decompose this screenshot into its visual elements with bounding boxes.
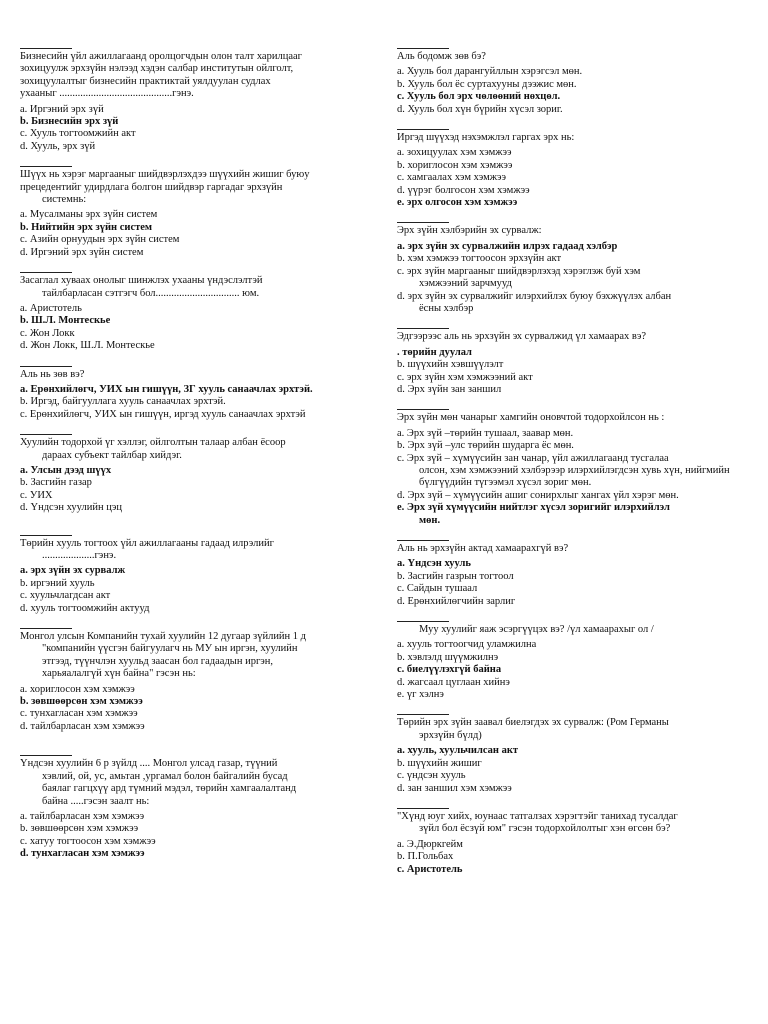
question-line: Үндсэн хуулийн 6 р зүйлд .... Монгол улсад газар, түүний xyxy=(20,758,278,770)
question-line: баялаг гагцхүү ард түмний мэдэл, төрийн хамгаалалтанд xyxy=(42,783,297,795)
question-block xyxy=(397,808,749,876)
answer-option xyxy=(20,811,370,823)
answer-option xyxy=(397,583,749,595)
option-text: c. УИХ xyxy=(20,489,53,501)
answer-option-correct xyxy=(397,347,749,359)
question-block xyxy=(397,621,749,701)
answer-option-correct xyxy=(397,745,749,757)
answer-option-correct xyxy=(397,502,749,527)
option-text: b. Хууль бол ёс суртахууны дээжис мөн. xyxy=(397,78,577,90)
question-line: тайлбарласан сэтгэгч бол................................ юм. xyxy=(42,287,260,299)
answer-option xyxy=(20,396,370,408)
option-text: d. тайлбарласан хэм хэмжээ xyxy=(20,720,145,732)
option-text: a. Ерөнхийлөгч, УИХ ын гишүүн, ЗГ хууль санаачлах эрхтэй. xyxy=(20,383,313,395)
question-text xyxy=(20,369,370,381)
option-text: a. Мусалманы эрх зүйн систем xyxy=(20,209,158,221)
question-line: зохицуулалтыг бизнесийн практиктай уялдуулан судлах xyxy=(20,75,271,87)
question-block xyxy=(20,366,370,422)
question-line: "Хүнд юуг хийх, юунаас татгалзах хэрэгтэйг танихад тусалдаг xyxy=(397,810,678,822)
answer-option xyxy=(397,490,749,502)
option-text: d. Эрх зүй – хүмүүсийн ашиг сонирхлыг хангах үйл хэрэг мөн. xyxy=(397,489,679,501)
option-text: a. зохицуулах хэм хэмжээ xyxy=(397,147,512,159)
answer-blank-line xyxy=(397,48,449,49)
question-line: харьяалалгүй хүн байна" гэсэн нь: xyxy=(42,668,196,680)
question-line: Эдгээрээс аль нь эрхзүйн эх сурвалжид үл хамаарах вэ? xyxy=(397,331,647,343)
answer-option xyxy=(20,141,370,153)
option-text: c. Аристотель xyxy=(397,863,463,875)
question-block xyxy=(20,166,370,259)
option-text: c. хамгаалах хэм хэмжээ xyxy=(397,172,507,184)
answer-option xyxy=(397,571,749,583)
answer-option xyxy=(397,596,749,608)
option-text: c. Эрх зүй – хүмүүсийн зан чанар, үйл ажиллагаанд тусгалаа xyxy=(397,452,669,464)
option-text: b. зөвшөөрсөн хэм хэмжээ xyxy=(20,823,139,835)
answer-blank-line xyxy=(397,714,449,715)
option-text: c. тунхагласан хэм хэмжээ xyxy=(20,708,138,720)
option-text: d. Үндсэн хуулийн цэц xyxy=(20,502,122,514)
question-block xyxy=(20,755,370,860)
answer-option xyxy=(397,639,749,651)
answer-option xyxy=(20,823,370,835)
option-text: d. Жон Локк, Ш.Л. Монтескье xyxy=(20,340,155,352)
question-text xyxy=(397,225,749,237)
answer-blank-line xyxy=(397,540,449,541)
option-text: a. хориглосон хэм хэмжээ xyxy=(20,683,135,695)
answer-option xyxy=(20,603,370,615)
question-line: Засаглал хуваах онолыг шинжлэх ухааны үндэслэлтэй xyxy=(20,275,263,287)
option-text: c. хатуу тогтоосон хэм хэмжээ xyxy=(20,835,156,847)
answer-option xyxy=(397,453,749,490)
question-line: "компанийн үүсгэн байгуулагч нь МУ ын иргэн, хуулийн xyxy=(42,643,298,655)
answer-option-correct xyxy=(397,664,749,676)
question-line: Иргэд шүүхэд нэхэмжлэл гаргах эрх нь: xyxy=(397,132,575,144)
question-text xyxy=(20,538,370,563)
question-line: Эрх зүйн мөн чанарыг хамгийн оновчтой тодорхойлсон нь : xyxy=(397,412,665,424)
question-text xyxy=(397,543,749,555)
answer-blank-line xyxy=(20,535,72,536)
answer-option xyxy=(397,689,749,701)
question-text xyxy=(397,132,749,144)
option-text: a. хууль тогтоогчид уламжилна xyxy=(397,639,537,651)
question-block xyxy=(397,714,749,794)
question-line: Муу хуулийг яаж эсэргүүцэх вэ? /үл хамаарахыг ол / xyxy=(419,624,654,636)
question-line: Төрийн хууль тогтоох үйл ажиллагааны гадаад илрэлийг xyxy=(20,537,274,549)
answer-option-correct xyxy=(20,565,370,577)
answer-option-correct xyxy=(397,558,749,570)
question-line: Эрх зүйн хэлбэрийн эх сурвалж: xyxy=(397,225,542,237)
answer-option-correct xyxy=(397,197,749,209)
question-line: хэвлий, ой, ус, амьтан ,ургамал болон байгалийн бусад xyxy=(42,770,288,782)
answer-option xyxy=(20,578,370,590)
option-text: c. Хууль тогтоомжийн акт xyxy=(20,128,136,140)
option-text: b. хэм хэмжээ тогтоосон эрхзүйн акт xyxy=(397,253,562,265)
question-text xyxy=(20,631,370,681)
answer-option xyxy=(397,253,749,265)
option-text: c. Жон Локк xyxy=(20,327,75,339)
option-text: d. Хууль бол хүн бүрийн хүсэл зориг. xyxy=(397,103,563,115)
answer-option xyxy=(397,172,749,184)
option-text: b. зөвшөөрсөн хэм хэмжээ xyxy=(20,696,143,708)
answer-option-correct xyxy=(20,848,370,860)
option-text: d. Ерөнхийлөгчийн зарлиг xyxy=(397,595,516,607)
answer-option-correct xyxy=(20,116,370,128)
answer-option xyxy=(20,128,370,140)
answer-option-correct xyxy=(20,696,370,708)
question-line: ....................гэнэ. xyxy=(42,550,117,561)
option-text: c. хуульчлагдсан акт xyxy=(20,590,111,602)
right-column xyxy=(397,48,749,876)
option-text: b. шүүхийн жишиг xyxy=(397,757,482,769)
option-text: b. Бизнесийн эрх зүй xyxy=(20,116,119,128)
answer-blank-line xyxy=(397,621,449,622)
option-text: e. үг хэлнэ xyxy=(397,689,444,701)
option-text-continued: ёсны хэлбэр xyxy=(419,302,474,314)
option-text: c. Хууль бол эрх чөлөөний нөхцөл. xyxy=(397,91,561,103)
option-text: b. Эрх зүй –улс төрийн шударга ёс мөн. xyxy=(397,440,574,452)
question-line: этгээд, түүнчлэн хуульд заасан бол гадаадын иргэн, xyxy=(42,655,274,667)
answer-blank-line xyxy=(20,166,72,167)
left-column xyxy=(20,48,370,861)
option-text: a. эрх зүйн эх сурвалж xyxy=(20,565,126,577)
answer-blank-line xyxy=(397,808,449,809)
question-block xyxy=(397,129,749,209)
answer-option xyxy=(397,185,749,197)
answer-option xyxy=(20,836,370,848)
answer-option xyxy=(397,384,749,396)
answer-blank-line xyxy=(397,409,449,410)
option-text: a. Үндсэн хууль xyxy=(397,558,471,570)
question-text xyxy=(397,412,749,424)
question-line: эрхзүйн бүлд) xyxy=(419,729,482,741)
question-line: Шүүх нь хэрэг маргааныг шийдвэрлэхдээ шүүхийн жишиг буюу xyxy=(20,169,310,181)
question-line: зохицуулж эрхзүйн нэлээд хэдэн салбар институтын ойлголт, xyxy=(20,63,294,75)
question-line: Аль нь зөв вэ? xyxy=(20,368,85,380)
question-block xyxy=(20,48,370,153)
question-block xyxy=(20,272,370,352)
question-block xyxy=(397,48,749,116)
option-text: a. Э.Дюркгейм xyxy=(397,838,463,850)
answer-option xyxy=(397,79,749,91)
option-text: d. үүрэг болгосон хэм хэмжээ xyxy=(397,184,530,196)
answer-option xyxy=(397,359,749,371)
question-line: Монгол улсын Компанийн тухай хуулийн 12 дугаар зүйлийн 1 д xyxy=(20,631,307,643)
option-text: c. Сайдын тушаал xyxy=(397,583,478,595)
question-text xyxy=(20,169,370,206)
answer-option xyxy=(20,490,370,502)
question-text xyxy=(397,624,749,636)
answer-option xyxy=(20,409,370,421)
question-text xyxy=(397,811,749,836)
option-text: b. Засгийн газрын тогтоол xyxy=(397,570,514,582)
answer-option xyxy=(20,502,370,514)
question-line: Аль нь эрхзүйн актад хамаарахгүй вэ? xyxy=(397,543,569,554)
option-text: a. эрх зүйн эх сурвалжийн илрэх гадаад хэлбэр xyxy=(397,240,618,252)
option-text: c. Ерөнхийлөгч, УИХ ын гишүүн, иргэд хууль санаачлах эрхтэй xyxy=(20,408,306,420)
question-text xyxy=(20,758,370,808)
answer-option xyxy=(397,147,749,159)
answer-option xyxy=(20,247,370,259)
question-text xyxy=(20,275,370,300)
option-text: d. хууль тогтоомжийн актууд xyxy=(20,602,150,614)
option-text: a. Аристотель xyxy=(20,302,82,314)
option-text: d. Иргэний эрх зүйн систем xyxy=(20,246,144,258)
answer-option xyxy=(397,104,749,116)
answer-option xyxy=(397,266,749,291)
option-text: . төрийн дуулал xyxy=(397,346,472,358)
answer-option xyxy=(397,851,749,863)
answer-option xyxy=(20,328,370,340)
question-line: Бизнесийн үйл ажиллагаанд оролцогчдын олон талт харилцааг xyxy=(20,51,302,62)
question-line: прецедентийг удирдлага болгон шийдвэр гаргадаг эрхзүйн xyxy=(20,181,283,193)
option-text: e. эрх олгосон хэм хэмжээ xyxy=(397,197,518,209)
answer-option xyxy=(397,66,749,78)
option-text: c. биелүүлэхгүй байна xyxy=(397,664,502,676)
answer-option xyxy=(20,234,370,246)
answer-option xyxy=(397,291,749,316)
answer-option xyxy=(20,104,370,116)
question-block xyxy=(20,628,370,733)
option-text: c. эрх зүйн маргааныг шийдвэрлэхэд хэрэглэж буй хэм xyxy=(397,265,641,277)
option-text: a. Иргэний эрх зүй xyxy=(20,103,104,115)
question-text xyxy=(397,51,749,63)
option-text: b. хэвлэлд шүүмжилнэ xyxy=(397,651,499,663)
answer-blank-line xyxy=(20,434,72,435)
question-text xyxy=(20,51,370,101)
answer-option xyxy=(20,303,370,315)
answer-blank-line xyxy=(20,628,72,629)
option-text: c. эрх зүйн хэм хэмжээний акт xyxy=(397,371,533,383)
answer-option xyxy=(20,721,370,733)
answer-blank-line xyxy=(397,328,449,329)
option-text: a. Хууль бол дарангуйллын хэрэгсэл мөн. xyxy=(397,66,583,78)
option-text: b. Нийтийн эрх зүйн систем xyxy=(20,221,153,233)
answer-option-correct xyxy=(397,864,749,876)
question-line: зүйл бол ёсзүй юм" гэсэн тодорхойлолтыг хэн өгсөн бэ? xyxy=(419,823,671,835)
question-line: байна .....гэсэн заалт нь: xyxy=(42,795,150,807)
question-block xyxy=(20,535,370,615)
question-line: Хуулийн тодорхой үг хэллэг, ойлголтын талаар албан ёсоор xyxy=(20,437,286,449)
question-line: Төрийн эрх зүйн заавал биелэгдэх эх сурвалж: (Ром Германы xyxy=(397,717,669,729)
question-block xyxy=(397,409,749,527)
answer-option xyxy=(397,428,749,440)
answer-option xyxy=(397,160,749,172)
option-text: d. жагсаал цуглаан хийнэ xyxy=(397,676,510,688)
option-text: b. Ш.Л. Монтескье xyxy=(20,315,111,327)
option-text: d. тунхагласан хэм хэмжээ xyxy=(20,848,145,860)
answer-blank-line xyxy=(397,222,449,223)
option-text: b. иргэний хууль xyxy=(20,577,95,589)
answer-option xyxy=(20,708,370,720)
question-block xyxy=(397,328,749,396)
question-block xyxy=(397,222,749,315)
question-text xyxy=(397,717,749,742)
answer-option-correct xyxy=(20,315,370,327)
option-text: d. Хууль, эрх зүй xyxy=(20,140,96,152)
answer-option xyxy=(20,209,370,221)
option-text: b. Засгийн газар xyxy=(20,477,92,489)
answer-option xyxy=(397,372,749,384)
option-text: c. үндсэн хууль xyxy=(397,770,466,782)
question-text xyxy=(397,331,749,343)
answer-option xyxy=(397,758,749,770)
option-text: e. Эрх зүй хүмүүсийн нийтлэг хүсэл зоригийг илэрхийлэл xyxy=(397,502,670,514)
answer-option-correct xyxy=(20,222,370,234)
question-line: дараах субъект тайлбар хийдэг. xyxy=(42,449,182,461)
option-text: b. шүүхийн хэвшүүлэлт xyxy=(397,359,504,371)
answer-option xyxy=(397,440,749,452)
option-text: d. зан заншил хэм хэмжээ xyxy=(397,782,512,794)
answer-blank-line xyxy=(20,366,72,367)
option-text: a. тайлбарласан хэм хэмжээ xyxy=(20,810,145,822)
option-text: b. П.Гольбах xyxy=(397,851,454,863)
answer-option-correct xyxy=(20,384,370,396)
answer-option xyxy=(20,477,370,489)
answer-option xyxy=(397,652,749,664)
option-text: d. Эрх зүйн зан заншил xyxy=(397,383,502,395)
question-block xyxy=(20,434,370,514)
option-text: b. хориглосон хэм хэмжээ xyxy=(397,159,513,171)
question-line: системнь: xyxy=(42,194,87,206)
question-text xyxy=(20,437,370,462)
answer-option xyxy=(20,340,370,352)
option-text-continued: олсон, хэм хэмжээний хэлбэрээр илэрхийлэгдсэн хувь хүн, нийгмийн бүлгүүдийн түгээмэл хүсэл зориг мөн. xyxy=(419,464,730,489)
answer-option xyxy=(397,839,749,851)
option-text-continued: мөн. xyxy=(419,514,441,526)
answer-blank-line xyxy=(20,755,72,756)
option-text-continued: хэмжээний зарчмууд xyxy=(419,278,512,290)
option-text: c. Азийн орнуудын эрх зүйн систем xyxy=(20,234,180,246)
option-text: a. хууль, хуульчилсан акт xyxy=(397,745,519,757)
question-line: Аль бодомж зөв бэ? xyxy=(397,51,486,62)
answer-option-correct xyxy=(20,465,370,477)
option-text: a. Эрх зүй –төрийн тушаал, заавар мөн. xyxy=(397,427,574,439)
answer-option-correct xyxy=(397,241,749,253)
option-text: b. Иргэд, байгууллага хууль санаачлах эрхтэй. xyxy=(20,396,226,408)
answer-blank-line xyxy=(20,48,72,49)
answer-option xyxy=(20,684,370,696)
question-line: ухааныг ...........................................гэнэ. xyxy=(20,88,194,100)
answer-option xyxy=(397,770,749,782)
question-block xyxy=(397,540,749,608)
option-text: a. Улсын дээд шүүх xyxy=(20,464,112,476)
answer-blank-line xyxy=(20,272,72,273)
answer-option-correct xyxy=(397,91,749,103)
option-text: d. эрх зүйн эх сурвалжийг илэрхийлэх буюу бэхжүүлэх албан xyxy=(397,290,672,302)
answer-option xyxy=(20,590,370,602)
answer-option xyxy=(397,677,749,689)
answer-option xyxy=(397,783,749,795)
answer-blank-line xyxy=(397,129,449,130)
